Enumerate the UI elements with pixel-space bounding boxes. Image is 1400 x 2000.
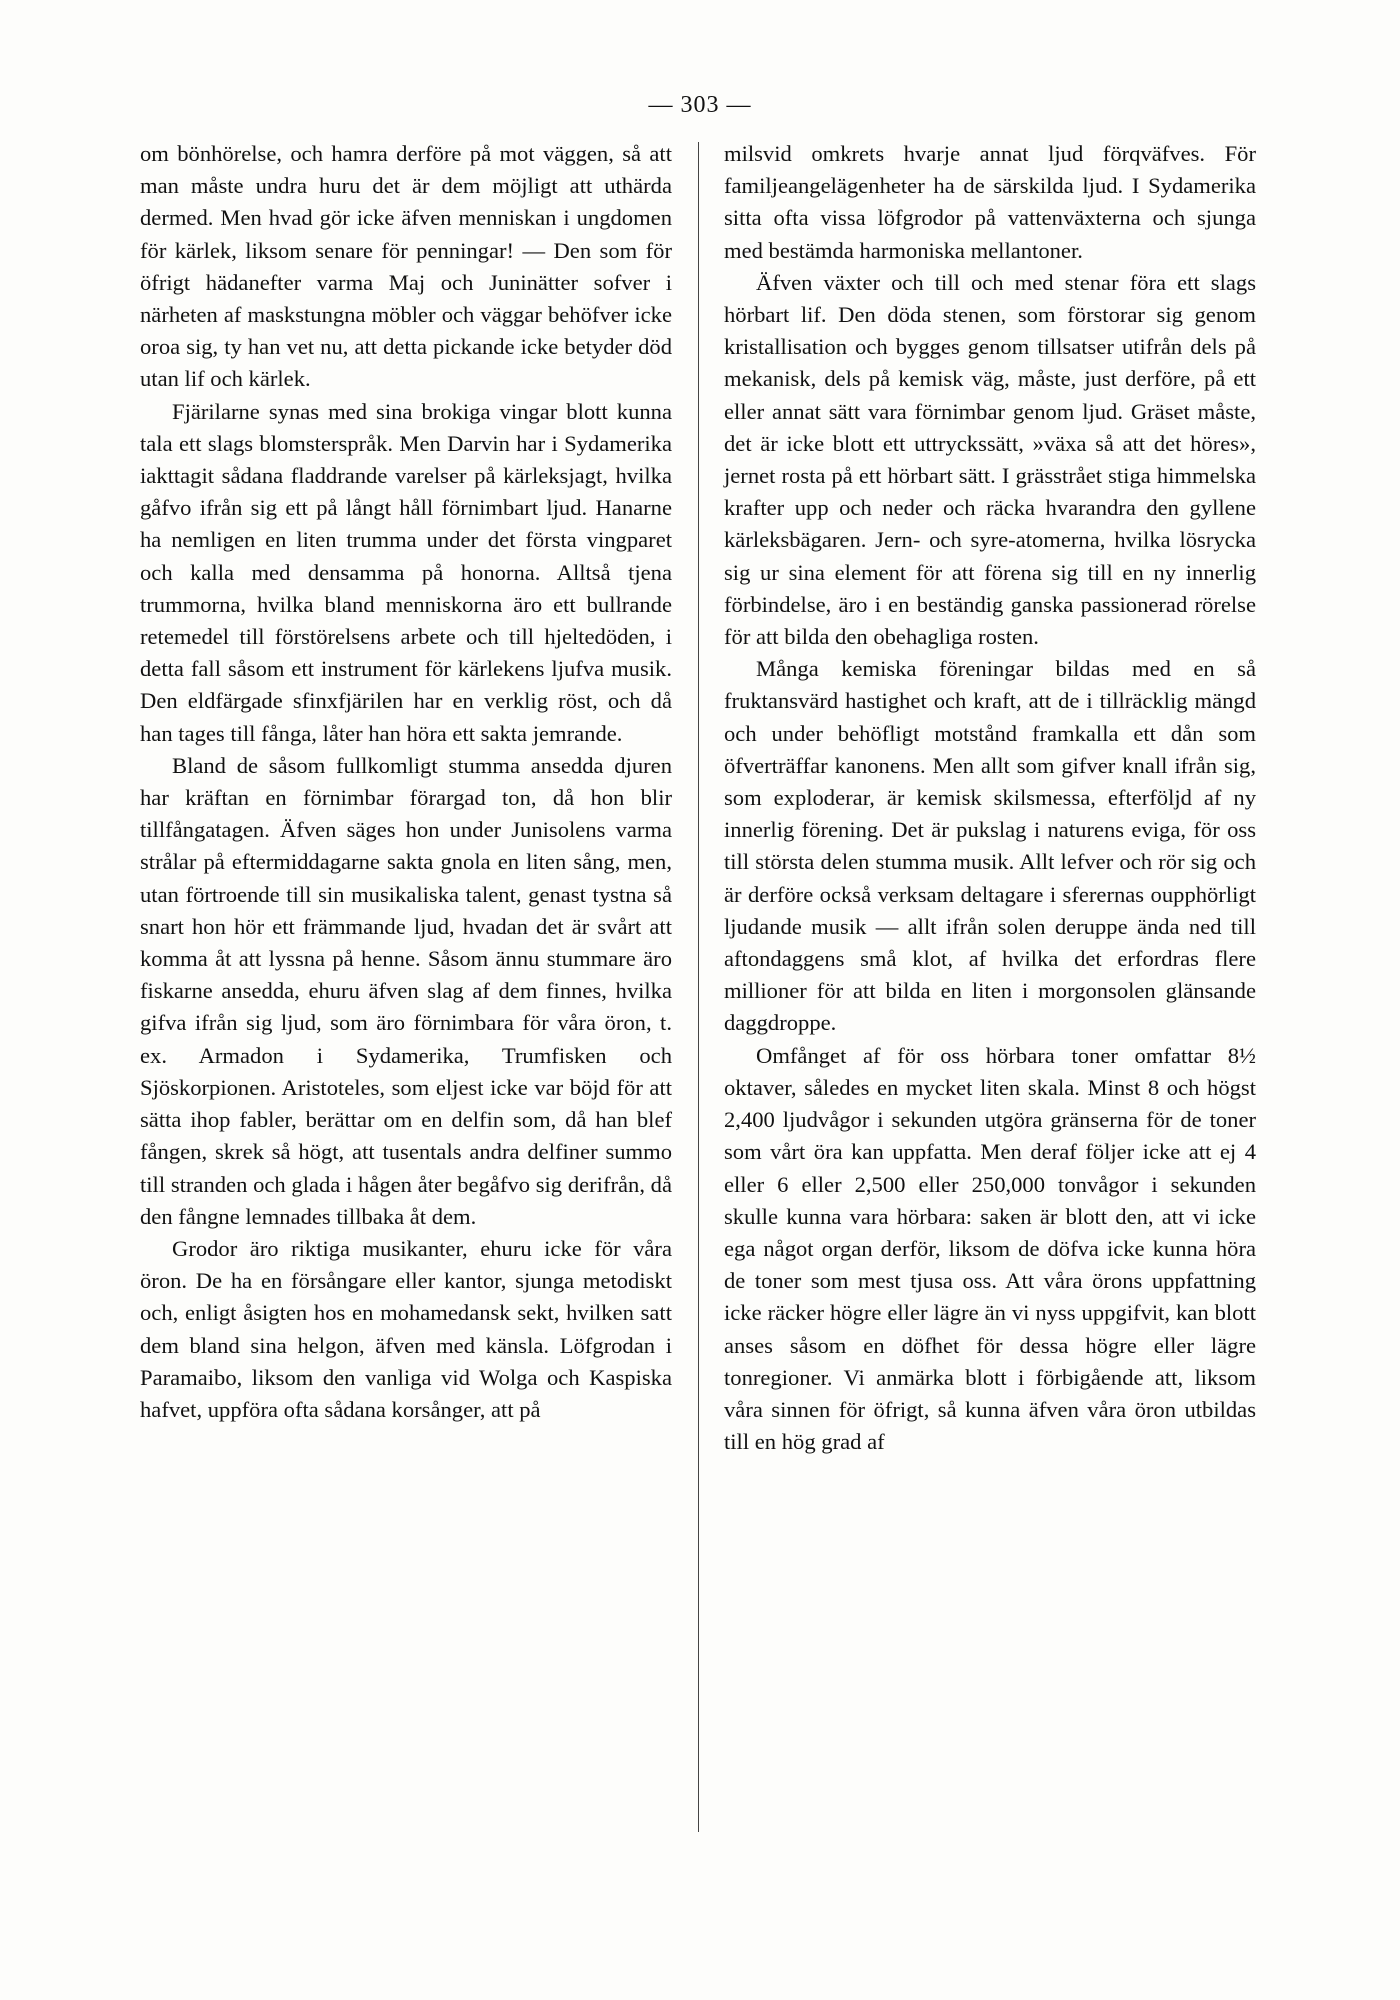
paragraph: om bönhörelse, och hamra derföre på mot väggen, så att man måste undra huru det är dem möjligt att uthärda dermed. Men hvad gör icke äfven menniskan i ungdomen för kärlek, liksom senare för penningar! — Den som för öfrigt hädanefter varma Maj och Juninätter sofver i närheten af maskstungna möbler och väggar behöfver icke oroa sig, ty han vet nu, att detta pickande icke betyder död utan lif och kärlek. [140, 141, 672, 392]
paragraph: Många kemiska föreningar bildas med en så fruktansvärd hastighet och kraft, att de i tillräcklig mängd och under behöfligt motstånd framkalla ett dån som öfverträffar kanonens. Men allt som gifver knall ifrån sig, som exploderar, är kemisk skilsmessa, efterföljd af ny innerlig förening. Det är pukslag i naturens eviga, för oss till största delen stumma musik. Allt lefver och rör sig och är derföre också verksam deltagare i sferernas oupphörligt ljudande musik — allt ifrån solen deruppe ända ned till aftondaggens små klot, af hvilka det erfordras flere millioner för att bilda en liten i morgonsolen glänsande daggdroppe. [724, 656, 1256, 1036]
paragraph: Fjärilarne synas med sina brokiga vingar blott kunna tala ett slags blomsterspråk. Men Darvin har i Sydamerika iakttagit sådana fladdrande varelser på kärleksjagt, hvilka gåfvo ifrån sig ett på långt håll förnimbart ljud. Hanarne ha nemligen en liten trumma under det första vingparet och kalla med densamma på honorna. Alltså tjena trummorna, hvilka bland menniskorna äro ett bullrande retemedel till förstörelsens arbete och till hjeltedöden, i detta fall såsom ett instrument för kärlekens ljufva musik. Den eldfärgade sfinxfjärilen har en verklig röst, och då han tages till fånga, låter han höra ett sakta jemrande. [140, 398, 672, 746]
paragraph: Bland de såsom fullkomligt stumma ansedda djuren har kräftan en förnimbar förargad ton, då hon blir tillfångatagen. Äfven säges hon under Junisolens varma strålar på eftermiddagarne sakta gnola en liten sång, men, utan förtroende till sin musikaliska talent, genast tystna så snart hon hör ett främmande ljud, hvadan det är svårt att komma åt att lyssna på henne. Såsom ännu stummare äro fiskarne ansedda, ehuru äfven slag af dem finnes, hvilka gifva ifrån sig ljud, som äro förnimbara för våra öron, t. ex. Armadon i Sydamerika, Trumfisken och Sjöskorpionen. Aristoteles, som eljest icke var böjd för att sätta ihop fabler, berättar om en delfin som, då han blef fången, skrek så högt, att tusentals andra delfiner summo till stranden och glada i hågen åter begåfvo sig derifrån, då den fångne lemnades tillbaka åt dem. [140, 752, 672, 1229]
right-text-column [724, 138, 1256, 1458]
column-divider [698, 142, 699, 1832]
paragraph: Grodor äro riktiga musikanter, ehuru icke för våra öron. De ha en försångare eller kantor, sjunga metodiskt och, enligt åsigten hos en mohamedansk sekt, hvilken satt dem bland sina helgon, äfven med känsla. Löfgrodan i Paramaibo, liksom den vanliga vid Wolga och Kaspiska hafvet, uppföra ofta sådana korsånger, att på [140, 1235, 672, 1422]
page-number: — 303 — [648, 92, 752, 118]
paragraph: Omfånget af för oss hörbara toner omfattar 8½ oktaver, således en mycket liten skala. Minst 8 och högst 2,400 ljudvågor i sekunden utgöra gränserna för de toner som vårt öra kan uppfatta. Men deraf följer icke att ej 4 eller 6 eller 2,500 eller 250,000 tonvågor i sekunden skulle kunna vara hörbara: saken är blott den, att vi icke ega något organ derför, liksom de döfva icke kunna höra de toner som mest tjusa oss. Att våra örons uppfattning icke räcker högre eller lägre än vi nyss uppgifvit, kan blott anses såsom en döfhet för dessa högre eller lägre tonregioner. Vi anmärka blott i förbigående att, liksom våra sinnen för öfrigt, så kunna äfven våra öron utbildas till en hög grad af [724, 1042, 1256, 1455]
paragraph: milsvid omkrets hvarje annat ljud förqväfves. För familjeangelägenheter ha de särskilda ljud. I Sydamerika sitta ofta vissa löfgrodor på vattenväxterna och sjunga med bestämda harmoniska mellantoner. [724, 141, 1256, 263]
left-text-column [140, 138, 672, 1426]
paragraph: Äfven växter och till och med stenar föra ett slags hörbart lif. Den döda stenen, som förstorar sig genom kristallisation och bygges genom tillsatser utifrån dels på mekanisk, dels på kemisk väg, måste, just derföre, på ett eller annat sätt vara förnimbar genom ljud. Gräset måste, det är icke blott ett uttryckssätt, »växa så att det höres», jernet rosta på ett hörbart sätt. I grässtrået stiga himmelska krafter upp och neder och räcka hvarandra den gyllene kärleksbägaren. Jern- och syre-atomerna, hvilka lösrycka sig ur sina element för att förena sig till en ny innerlig förbindelse, äro i en beständig ganska passionerad rörelse för att bilda den obehagliga rosten. [724, 269, 1256, 650]
